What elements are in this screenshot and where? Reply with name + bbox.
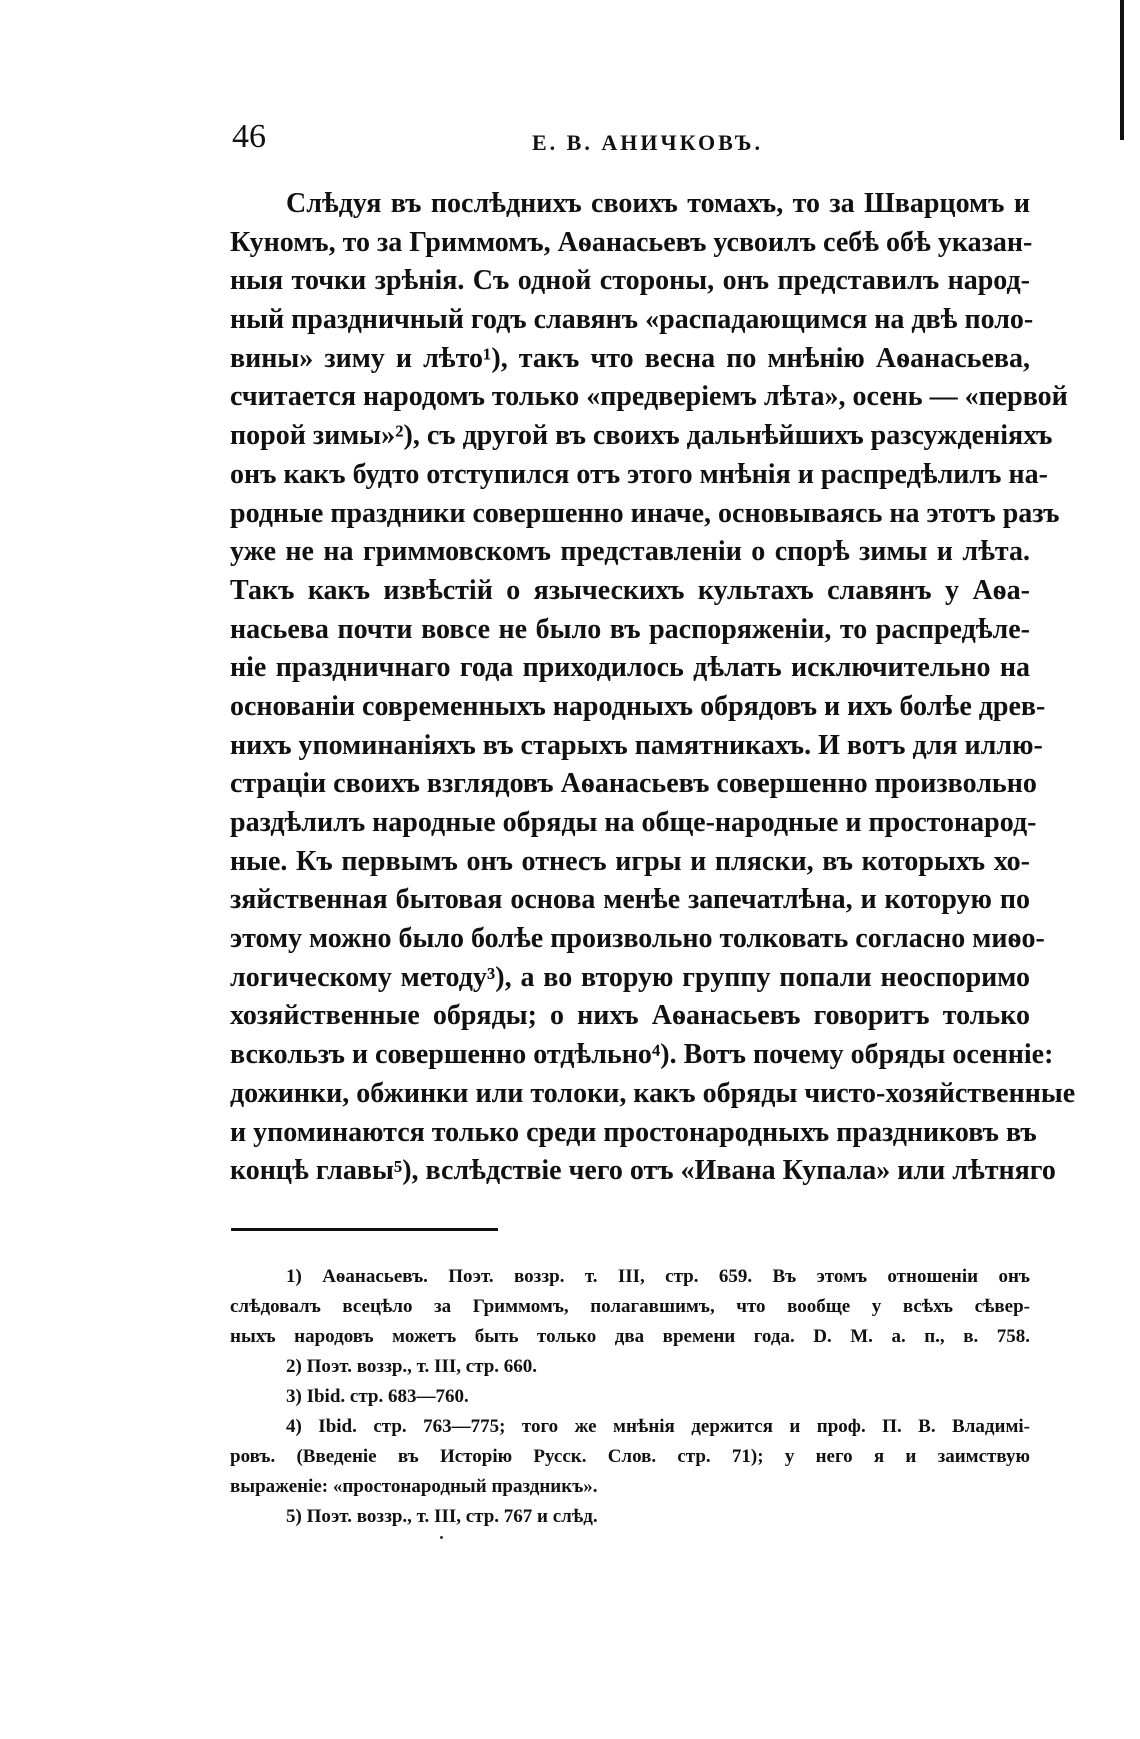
text-line: Куномъ, то за Гриммомъ, Аѳанасьевъ усвоилъ себѣ обѣ указан- bbox=[230, 226, 1033, 258]
footnote-line: 4) Ibid. стр. 763—775; того же мнѣнія держится и проф. П. В. Владимі- bbox=[286, 1416, 1030, 1437]
text-line: и упоминаются только среди простонародныхъ праздниковъ въ bbox=[230, 1116, 1037, 1148]
footnote-line: 2) Поэт. воззр., т. III, стр. 660. bbox=[286, 1356, 538, 1377]
footnote-line: слѣдовалъ всецѣло за Гриммомъ, полагавшимъ, что вообще у всѣхъ сѣвер- bbox=[230, 1296, 1030, 1317]
main-text bbox=[230, 185, 1076, 1191]
text-line: уже не на гриммовскомъ представленіи о спорѣ зимы и лѣта. bbox=[230, 536, 1030, 568]
text-line: хозяйственные обряды; о нихъ Аѳанасьевъ говоритъ только bbox=[230, 1000, 1030, 1032]
text-line: концѣ главы⁵), вслѣдствіе чего отъ «Ивана Купала» или лѣтняго bbox=[230, 1155, 1056, 1187]
footnotes bbox=[230, 1262, 1030, 1532]
footnote-line: 3) Ibid. стр. 683—760. bbox=[286, 1386, 469, 1407]
footnote-line: ровъ. (Введеніе въ Исторію Русск. Слов. стр. 71); у него я и заимствую bbox=[230, 1446, 1030, 1467]
footnote-line: 5) Поэт. воззр., т. III, стр. 767 и слѣд. bbox=[286, 1506, 598, 1527]
text-line: порой зимы»²), съ другой въ своихъ дальнѣйшихъ разсужденіяхъ bbox=[230, 420, 1053, 452]
text-line: зяйственная бытовая основа менѣе запечатлѣна, и которую по bbox=[230, 884, 1030, 916]
running-title: Е. В. АНИЧКОВЪ. bbox=[532, 130, 763, 155]
page-header bbox=[232, 118, 1032, 158]
text-line: страціи своихъ взглядовъ Аѳанасьевъ совершенно произвольно bbox=[230, 768, 1037, 800]
text-line: Слѣдуя въ послѣднихъ своихъ томахъ, то за Шварцомъ и bbox=[286, 188, 1030, 219]
page-edge-line bbox=[1120, 0, 1124, 140]
footnote-separator bbox=[231, 1228, 498, 1231]
text-line: вины» зиму и лѣто¹), такъ что весна по мнѣнію Аѳанасьева, bbox=[230, 342, 1030, 374]
text-line: онъ какъ будто отступился отъ этого мнѣнія и распредѣлилъ на- bbox=[230, 458, 1048, 490]
text-line: вскользъ и совершенно отдѣльно⁴). Вотъ почему обряды осенніе: bbox=[230, 1039, 1054, 1071]
stray-dot bbox=[440, 1536, 443, 1539]
text-line: родные праздники совершенно иначе, основываясь на этотъ разъ bbox=[230, 497, 1060, 529]
text-line: ные. Къ первымъ онъ отнесъ игры и пляски, въ которыхъ хо- bbox=[230, 845, 1030, 877]
text-line: основаніи современныхъ народныхъ обрядовъ и ихъ болѣе древ- bbox=[230, 690, 1046, 722]
text-line: нихъ упоминаніяхъ въ старыхъ памятникахъ. И вотъ для иллю- bbox=[230, 729, 1043, 761]
text-line: считается народомъ только «предверіемъ лѣта», осень — «первой bbox=[230, 381, 1068, 413]
text-line: этому можно было болѣе произвольно толковать согласно миѳо- bbox=[230, 923, 1045, 955]
footnote-line: выраженіе: «простонародный праздникъ». bbox=[230, 1476, 598, 1497]
footnote-line: 1) Аѳанасьевъ. Поэт. воззр. т. III, стр. 659. Въ этомъ отношеніи онъ bbox=[286, 1266, 1030, 1287]
text-line: Такъ какъ извѣстій о языческихъ культахъ славянъ у Аѳа- bbox=[230, 574, 1030, 606]
page-number: 46 bbox=[232, 118, 266, 155]
text-line: раздѣлилъ народные обряды на обще-народные и простонарод- bbox=[230, 807, 1037, 838]
text-line: ный праздничный годъ славянъ «распадающимся на двѣ поло- bbox=[230, 304, 1034, 336]
text-line: ніе праздничнаго года приходилось дѣлать исключительно на bbox=[230, 652, 1030, 684]
text-line: насьева почти вовсе не было въ распоряженіи, то распредѣле- bbox=[230, 613, 1030, 645]
text-line: дожинки, обжинки или толоки, какъ обряды чисто-хозяйственные bbox=[230, 1077, 1076, 1109]
text-line: логическому методу³), а во вторую группу попали неоспоримо bbox=[230, 961, 1030, 993]
footnote-line: ныхъ народовъ можетъ быть только два времени года. D. M. a. п., в. 758. bbox=[230, 1326, 1030, 1347]
text-line: ныя точки зрѣнія. Съ одной стороны, онъ представилъ народ- bbox=[230, 265, 1030, 297]
